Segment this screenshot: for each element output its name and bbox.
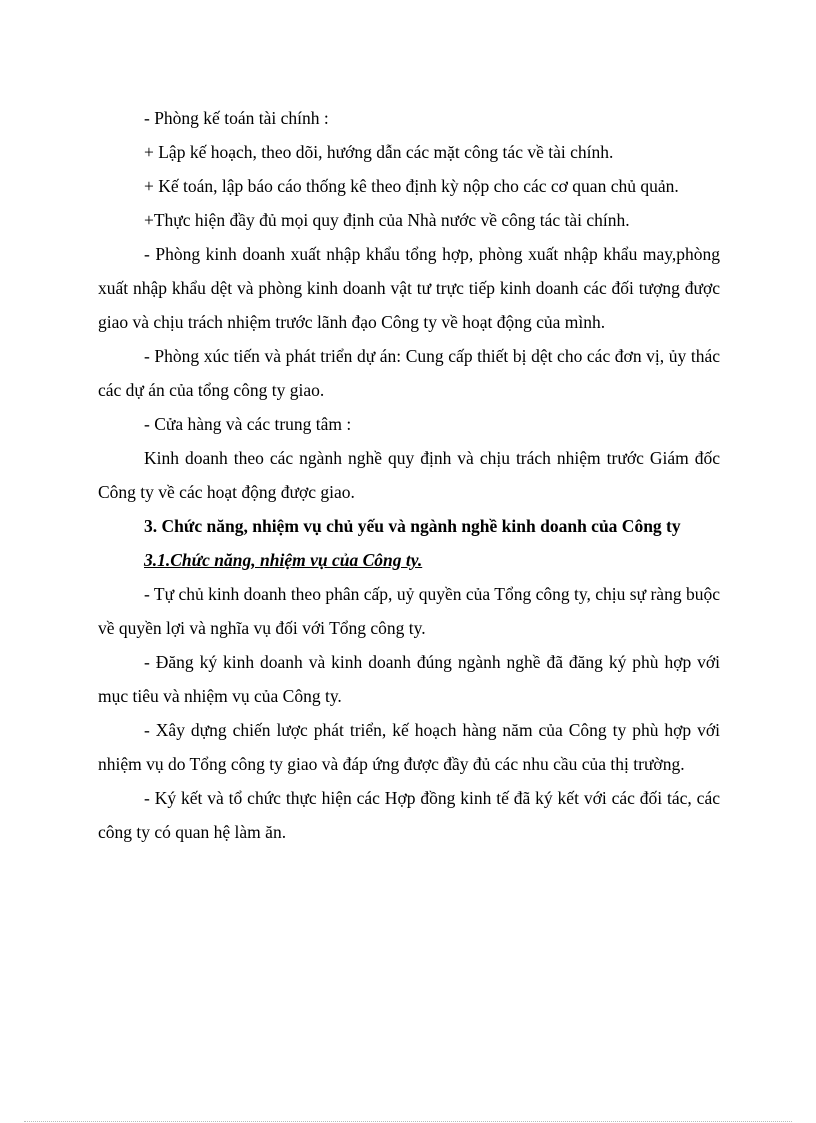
paragraph-registration: - Đăng ký kinh doanh và kinh doanh đúng ngành nghề đã đăng ký phù hợp với mục tiêu và nhiệm vụ của Công ty. xyxy=(98,652,720,706)
paragraph-strategy: - Xây dựng chiến lược phát triển, kế hoạch hàng năm của Công ty phù hợp với nhiệm vụ do Tổng công ty giao và đáp ứng được đầy đủ các nhu cầu của thị trường. xyxy=(98,720,720,774)
paragraph-project-dept: - Phòng xúc tiến và phát triển dự án: Cung cấp thiết bị dệt cho các đơn vị, ủy thác các dự án của tổng công ty giao. xyxy=(98,346,720,400)
paragraph-accounting-regulation: +Thực hiện đầy đủ mọi quy định của Nhà nước về công tác tài chính. xyxy=(144,210,630,230)
paragraph-accounting-report: + Kế toán, lập báo cáo thống kê theo định kỳ nộp cho các cơ quan chủ quản. xyxy=(144,176,679,196)
paragraph-stores-centers: - Cửa hàng và các trung tâm : xyxy=(144,414,352,434)
paragraph-import-export-depts: - Phòng kinh doanh xuất nhập khẩu tổng hợp, phòng xuất nhập khẩu may,phòng xuất nhập khẩu dệt và phòng kinh doanh vật tư trực tiếp kinh doanh các đối tượng được giao và chịu trách nhiệm trước lãnh đạo Công ty về hoạt động của mình. xyxy=(98,244,720,332)
document-body xyxy=(98,101,720,849)
paragraph-accounting-dept: - Phòng kế toán tài chính : xyxy=(144,108,329,128)
paragraph-autonomy: - Tự chủ kinh doanh theo phân cấp, uỷ quyền của Tổng công ty, chịu sự ràng buộc về quyền lợi và nghĩa vụ đối với Tổng công ty. xyxy=(98,584,720,638)
paragraph-contracts: - Ký kết và tổ chức thực hiện các Hợp đồng kinh tế đã ký kết với các đối tác, các công ty có quan hệ làm ăn. xyxy=(98,788,720,842)
section-heading-3: 3. Chức năng, nhiệm vụ chủ yếu và ngành nghề kinh doanh của Công ty xyxy=(144,516,681,536)
section-heading-3-1: 3.1.Chức năng, nhiệm vụ của Công ty. xyxy=(144,550,423,570)
page-bottom-divider xyxy=(24,1121,792,1122)
paragraph-stores-business: Kinh doanh theo các ngành nghề quy định và chịu trách nhiệm trước Giám đốc Công ty về các hoạt động được giao. xyxy=(98,448,720,502)
paragraph-accounting-plan: + Lập kế hoạch, theo dõi, hướng dẫn các mặt công tác về tài chính. xyxy=(144,142,614,162)
